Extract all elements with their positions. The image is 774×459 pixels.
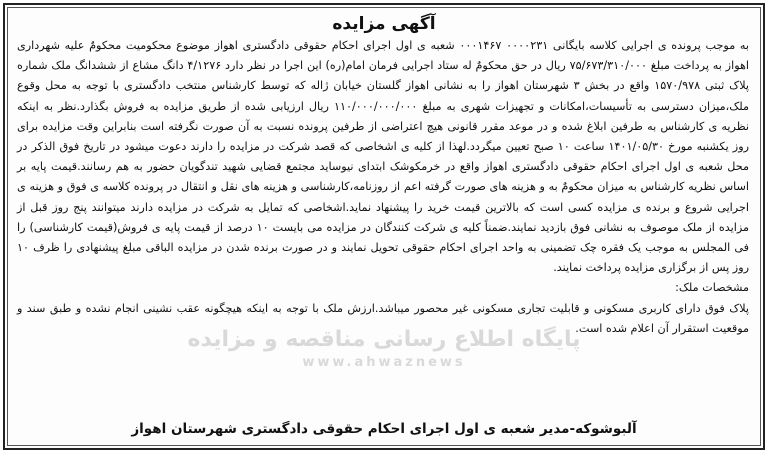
notice-paragraph: به موجب پرونده ی اجرایی کلاسه بایگانی ۰۰۰۰۲۳۱ ۰۰۰۱۴۶۷ شعبه ی اول اجرای احکام حقوقی دادگستری اهواز موضوع محکومیت محکومٌ علیه شهرداری اهواز به پرداخت مبلغ ۷۵/۶۷۳/۳۱۰/۰۰۰ ریال در حق محکومٌ له ستاد اجرایی فرمان امام(ره) این اجرا در نظر دارد ۴/۱۲۷۶ دانگ مشاع از ششدانگ ملک شماره پلاک ثبتی ۱۵۷۰/۹۷۸ واقع در بخش ۳ شهرستان اهواز را به نشانی اهواز گلستان خیابان ژاله که توسط کارشناس منتخب دادگستری با توجه به محل وقوع ملک،میزان دسترسی به تأسیسات،امکانات و تجهیزات شهری به مبلغ ۱۱۰/۰۰۰/۰۰۰/۰۰۰ ریال ارزیابی شده از طریق مزایده به فروش بگذارد.نظر به اینکه نظریه ی کارشناس به طرفین ابلاغ شده و در موعد مقرر قانونی هیچ اعتراضی از طرفین پرونده نسبت به آن صورت نگرفته است بنابراین وقت مزایده برای روز یکشنبه مورخ ۱۴۰۱/۰۵/۳۰ ساعت ۱۰ صبح تعیین میگردد.لهذا از کلیه ی اشخاصی که قصد شرکت در مزایده را دارند دعوت میشود در تاریخ فوق الذکر در محل شعبه ی اول اجرای احکام حقوقی دادگستری اهواز واقع در خرمکوشک ابتدای نیوساید مجتمع قضایی شهید تندگویان حضور به هم رسانند.قیمت پایه بر اساس نظریه کارشناس به میزان محکومٌ به و هزینه های صورت گرفته اعم از روزنامه،کارشناسی و هزینه های نقل و انتقال در پرونده کلاسه ی فوق و هزینه ی اجرایی شروع و برنده ی مزایده کسی است که بالاترین قیمت خرید را پیشنهاد نماید.اشخاصی که تمایل به شرکت در مزایده دارند میتوانند پنج روز قبل از مزایده از ملک موصوف به نشانی فوق بازدید نمایند.ضمناً کلیه ی شرکت کنندگان در مزایده می بایست ۱۰ درصد از قیمت پایه ی فروش(قیمت کارشناسی) را فی المجلس به موجب یک فقره چک تضمینی به واحد اجرای احکام حقوقی تحویل نمایند و در صورت برنده شدن در مزایده الباقی مبلغ پیشنهادی را ظرف ۱۰ روز پس از برگزاری مزایده پرداخت نمایند. bbox=[17, 39, 750, 275]
watermark-text: پایگاه اطلاع رسانی مناقصه و مزایده bbox=[187, 327, 581, 352]
specs-label: مشخصات ملک: bbox=[675, 281, 749, 295]
watermark-sub: www.ahwaznews bbox=[302, 355, 466, 370]
notice-body bbox=[17, 36, 749, 339]
notice-title: آگهی مزایده bbox=[332, 14, 436, 34]
notice-frame bbox=[3, 3, 765, 450]
notice-signature: آلبوشوکه-مدیر شعبه ی اول اجرای احکام حقوقی دادگستری شهرستان اهواز bbox=[131, 421, 637, 437]
specs-text: پلاک فوق دارای کاربری مسکونی و قابلیت تجاری مسکونی غیر محصور میباشد.ارزش ملک با توجه به اینکه هیچگونه عقب نشینی انجام نشده و طبق سند و موقعیت استقرار آن اعلام شده است. bbox=[17, 301, 749, 335]
